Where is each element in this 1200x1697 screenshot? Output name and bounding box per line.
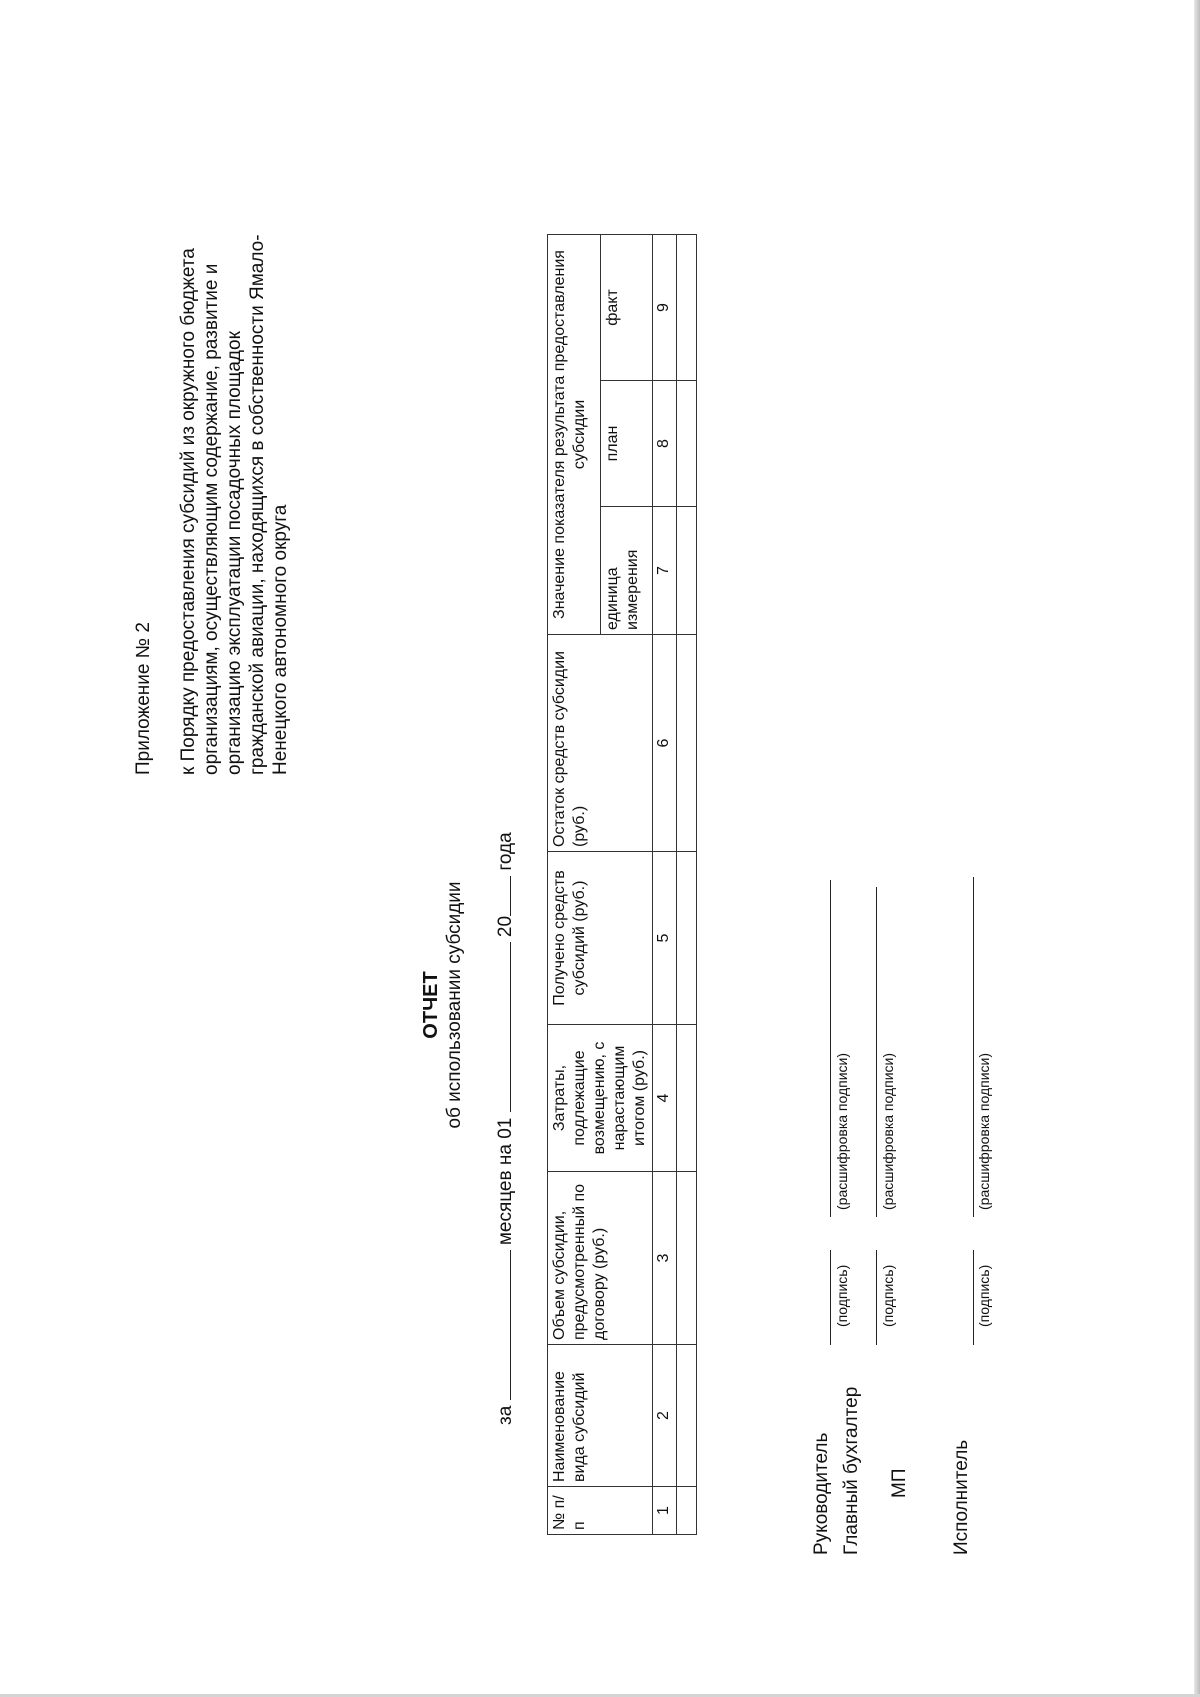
report-subtitle: об использовании субсидии bbox=[444, 881, 465, 1129]
months-blank bbox=[493, 1250, 511, 1400]
column-number: 5 bbox=[653, 852, 677, 1025]
header-unit: единица измерения bbox=[600, 507, 653, 635]
signature-role-accountant: Главный бухгалтер bbox=[841, 1386, 862, 1555]
rotated-document-page bbox=[70, 165, 1030, 1565]
signature-section bbox=[810, 655, 1030, 1555]
year-suffix: года bbox=[495, 832, 516, 871]
header-subsidy-volume: Объем субсидии, предусмотренный по договору (руб.) bbox=[548, 1172, 653, 1345]
signature-role-head: Руководитель bbox=[811, 1432, 832, 1555]
table-cell bbox=[677, 1487, 697, 1535]
header-plan: план bbox=[600, 381, 653, 507]
table-cell bbox=[677, 381, 697, 507]
decode-caption: (расшифровка подписи) bbox=[880, 1052, 896, 1210]
decode-caption: (расшифровка подписи) bbox=[834, 1052, 850, 1210]
column-number: 6 bbox=[653, 635, 677, 852]
signature-line bbox=[973, 1250, 974, 1345]
table-cell bbox=[677, 1345, 697, 1487]
signature-caption: (подпись) bbox=[834, 1264, 850, 1327]
table-header-row-1 bbox=[548, 235, 601, 1535]
year-prefix: 20 bbox=[495, 915, 516, 938]
signature-role-executor: Исполнитель bbox=[951, 1439, 972, 1555]
header-fact: факт bbox=[600, 235, 653, 381]
decode-line bbox=[876, 887, 877, 1217]
appendix-title: Приложение № 2 bbox=[133, 622, 154, 775]
column-number: 8 bbox=[653, 381, 677, 507]
signature-line bbox=[876, 1250, 877, 1345]
table-number-row bbox=[653, 235, 677, 1535]
table-empty-row bbox=[677, 235, 697, 1535]
signature-line bbox=[830, 1250, 831, 1345]
scanner-edge-right bbox=[1194, 0, 1200, 1697]
column-number: 9 bbox=[653, 235, 677, 381]
header-result-indicator: Значение показателя результата предоставления субсидии bbox=[548, 235, 601, 635]
header-subsidy-type: Наименование вида субсидий bbox=[548, 1345, 653, 1487]
report-title: ОТЧЕТ bbox=[420, 971, 442, 1039]
decode-line bbox=[973, 877, 974, 1217]
table-cell bbox=[677, 852, 697, 1025]
column-number: 4 bbox=[653, 1025, 677, 1172]
header-remainder: Остаток средств субсидии (руб.) bbox=[548, 635, 653, 852]
header-costs: Затраты, подлежащие возмещению, с нарастающим итогом (руб.) bbox=[548, 1025, 653, 1172]
subsidy-report-table bbox=[547, 234, 697, 1535]
report-heading bbox=[420, 745, 466, 1265]
header-received: Получено средств субсидий (руб.) bbox=[548, 852, 653, 1025]
column-number: 7 bbox=[653, 507, 677, 635]
column-number: 3 bbox=[653, 1172, 677, 1345]
year-blank bbox=[493, 876, 511, 916]
report-period-line bbox=[493, 525, 517, 1425]
table-cell bbox=[677, 635, 697, 852]
header-number: № п/п bbox=[548, 1487, 653, 1535]
date-blank bbox=[493, 942, 511, 1112]
signature-caption: (подпись) bbox=[976, 1264, 992, 1327]
table-cell bbox=[677, 1025, 697, 1172]
decode-line bbox=[830, 880, 831, 1217]
signature-caption: (подпись) bbox=[880, 1264, 896, 1327]
stamp-place: МП bbox=[889, 1468, 910, 1498]
decode-caption: (расшифровка подписи) bbox=[976, 1052, 992, 1210]
table-cell bbox=[677, 1172, 697, 1345]
column-number: 2 bbox=[653, 1345, 677, 1487]
table-cell bbox=[677, 507, 697, 635]
appendix-text: к Порядку предоставления субсидий из окружного бюджета организациям, осуществляющим содержание, развитие и организацию эксплуатации посадочных площадок гражданской авиации, находящихся в собственности Ямало-Ненецкого автономного округа bbox=[178, 234, 291, 775]
column-number: 1 bbox=[653, 1487, 677, 1535]
months-label: месяцев на 01 bbox=[495, 1117, 516, 1246]
period-prefix: за bbox=[495, 1405, 516, 1425]
appendix-block bbox=[132, 215, 292, 775]
table-cell bbox=[677, 235, 697, 381]
